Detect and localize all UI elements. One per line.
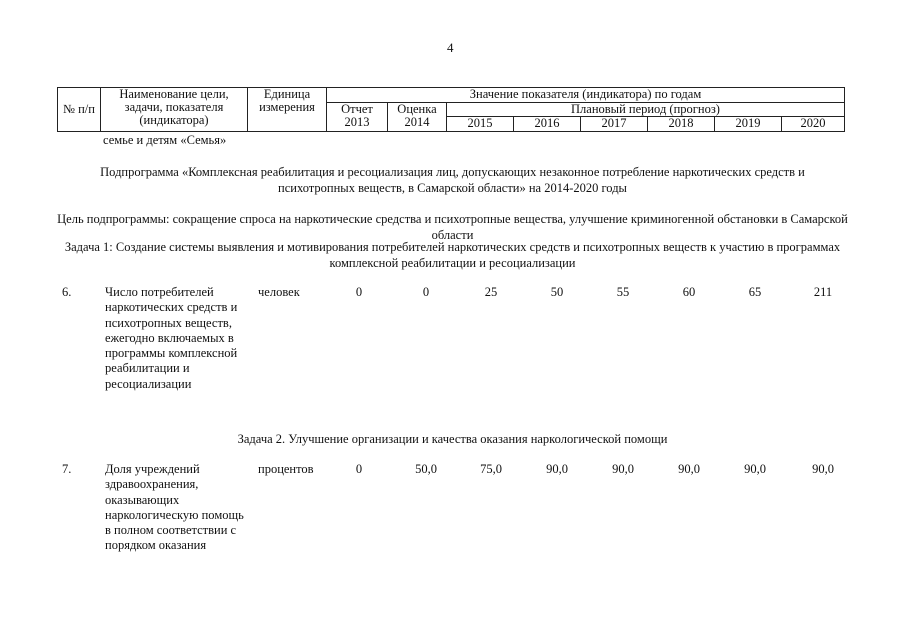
- row-value: 55: [616, 285, 630, 299]
- row-value: 90,0: [812, 462, 834, 476]
- subprogram-title: Подпрограмма «Комплексная реабилитация и ресоциализация лиц, допускающих незаконное потребление наркотических средств и психотропных веществ, в Самарской области» на 2014-2020 годы: [100, 165, 805, 195]
- row-unit: процентов: [258, 462, 314, 476]
- plan-year: 2019: [715, 117, 782, 132]
- row-value: 50,0: [415, 462, 437, 476]
- header-plan: Плановый период (прогноз): [447, 103, 845, 117]
- subprogram-goal: Цель подпрограммы: сокращение спроса на наркотические средства и психотропные вещества, улучшение криминогенной обстановки в Самарской области: [57, 212, 848, 242]
- row-value: 90,0: [678, 462, 700, 476]
- row-value: 65: [748, 285, 762, 299]
- report-label: Отчет: [341, 102, 373, 116]
- report-year: 2013: [344, 115, 370, 129]
- row-unit: человек: [258, 285, 300, 299]
- plan-year: 2015: [447, 117, 514, 132]
- row-indicator-name: Число потребителей наркотических средств и психотропных веществ, ежегодно включаемых в программы комплексной реабилитации и ресоциализации: [105, 285, 238, 391]
- header-report: [327, 103, 388, 132]
- task-1: Задача 1: Создание системы выявления и мотивирования потребителей наркотических средств и психотропных веществ к участию в программах комплексной реабилитации и ресоциализации: [64, 240, 841, 270]
- plan-year: 2020: [782, 117, 845, 132]
- plan-year: 2018: [648, 117, 715, 132]
- row-value: 0: [355, 285, 363, 299]
- header-num: № п/п: [58, 88, 101, 132]
- row-indicator-name: Доля учреждений здравоохранения, оказывающих наркологическую помощь в полном соответствии с порядком оказания: [105, 462, 244, 553]
- row-value: 90,0: [612, 462, 634, 476]
- row-number: 7.: [62, 462, 72, 476]
- row-value: 25: [484, 285, 498, 299]
- row-value: 0: [355, 462, 363, 476]
- header-name: Наименование цели, задачи, показателя (индикатора): [101, 88, 248, 132]
- continued-text: семье и детям «Семья»: [103, 133, 227, 147]
- header-unit: Единица измерения: [248, 88, 327, 132]
- row-value: 90,0: [744, 462, 766, 476]
- estimate-year: 2014: [404, 115, 430, 129]
- plan-year: 2017: [581, 117, 648, 132]
- plan-year: 2016: [514, 117, 581, 132]
- row-value: 50: [550, 285, 564, 299]
- header-values: Значение показателя (индикатора) по годам: [327, 88, 845, 103]
- task-2: Задача 2. Улучшение организации и качества оказания наркологической помощи: [237, 432, 668, 446]
- row-number: 6.: [62, 285, 72, 299]
- row-value: 211: [813, 285, 833, 299]
- header-table: [57, 87, 845, 132]
- row-value: 60: [682, 285, 696, 299]
- row-value: 0: [422, 285, 430, 299]
- header-estimate: [388, 103, 447, 132]
- row-value: 90,0: [546, 462, 568, 476]
- page-number: 4: [447, 40, 454, 55]
- row-value: 75,0: [480, 462, 502, 476]
- estimate-label: Оценка: [397, 102, 437, 116]
